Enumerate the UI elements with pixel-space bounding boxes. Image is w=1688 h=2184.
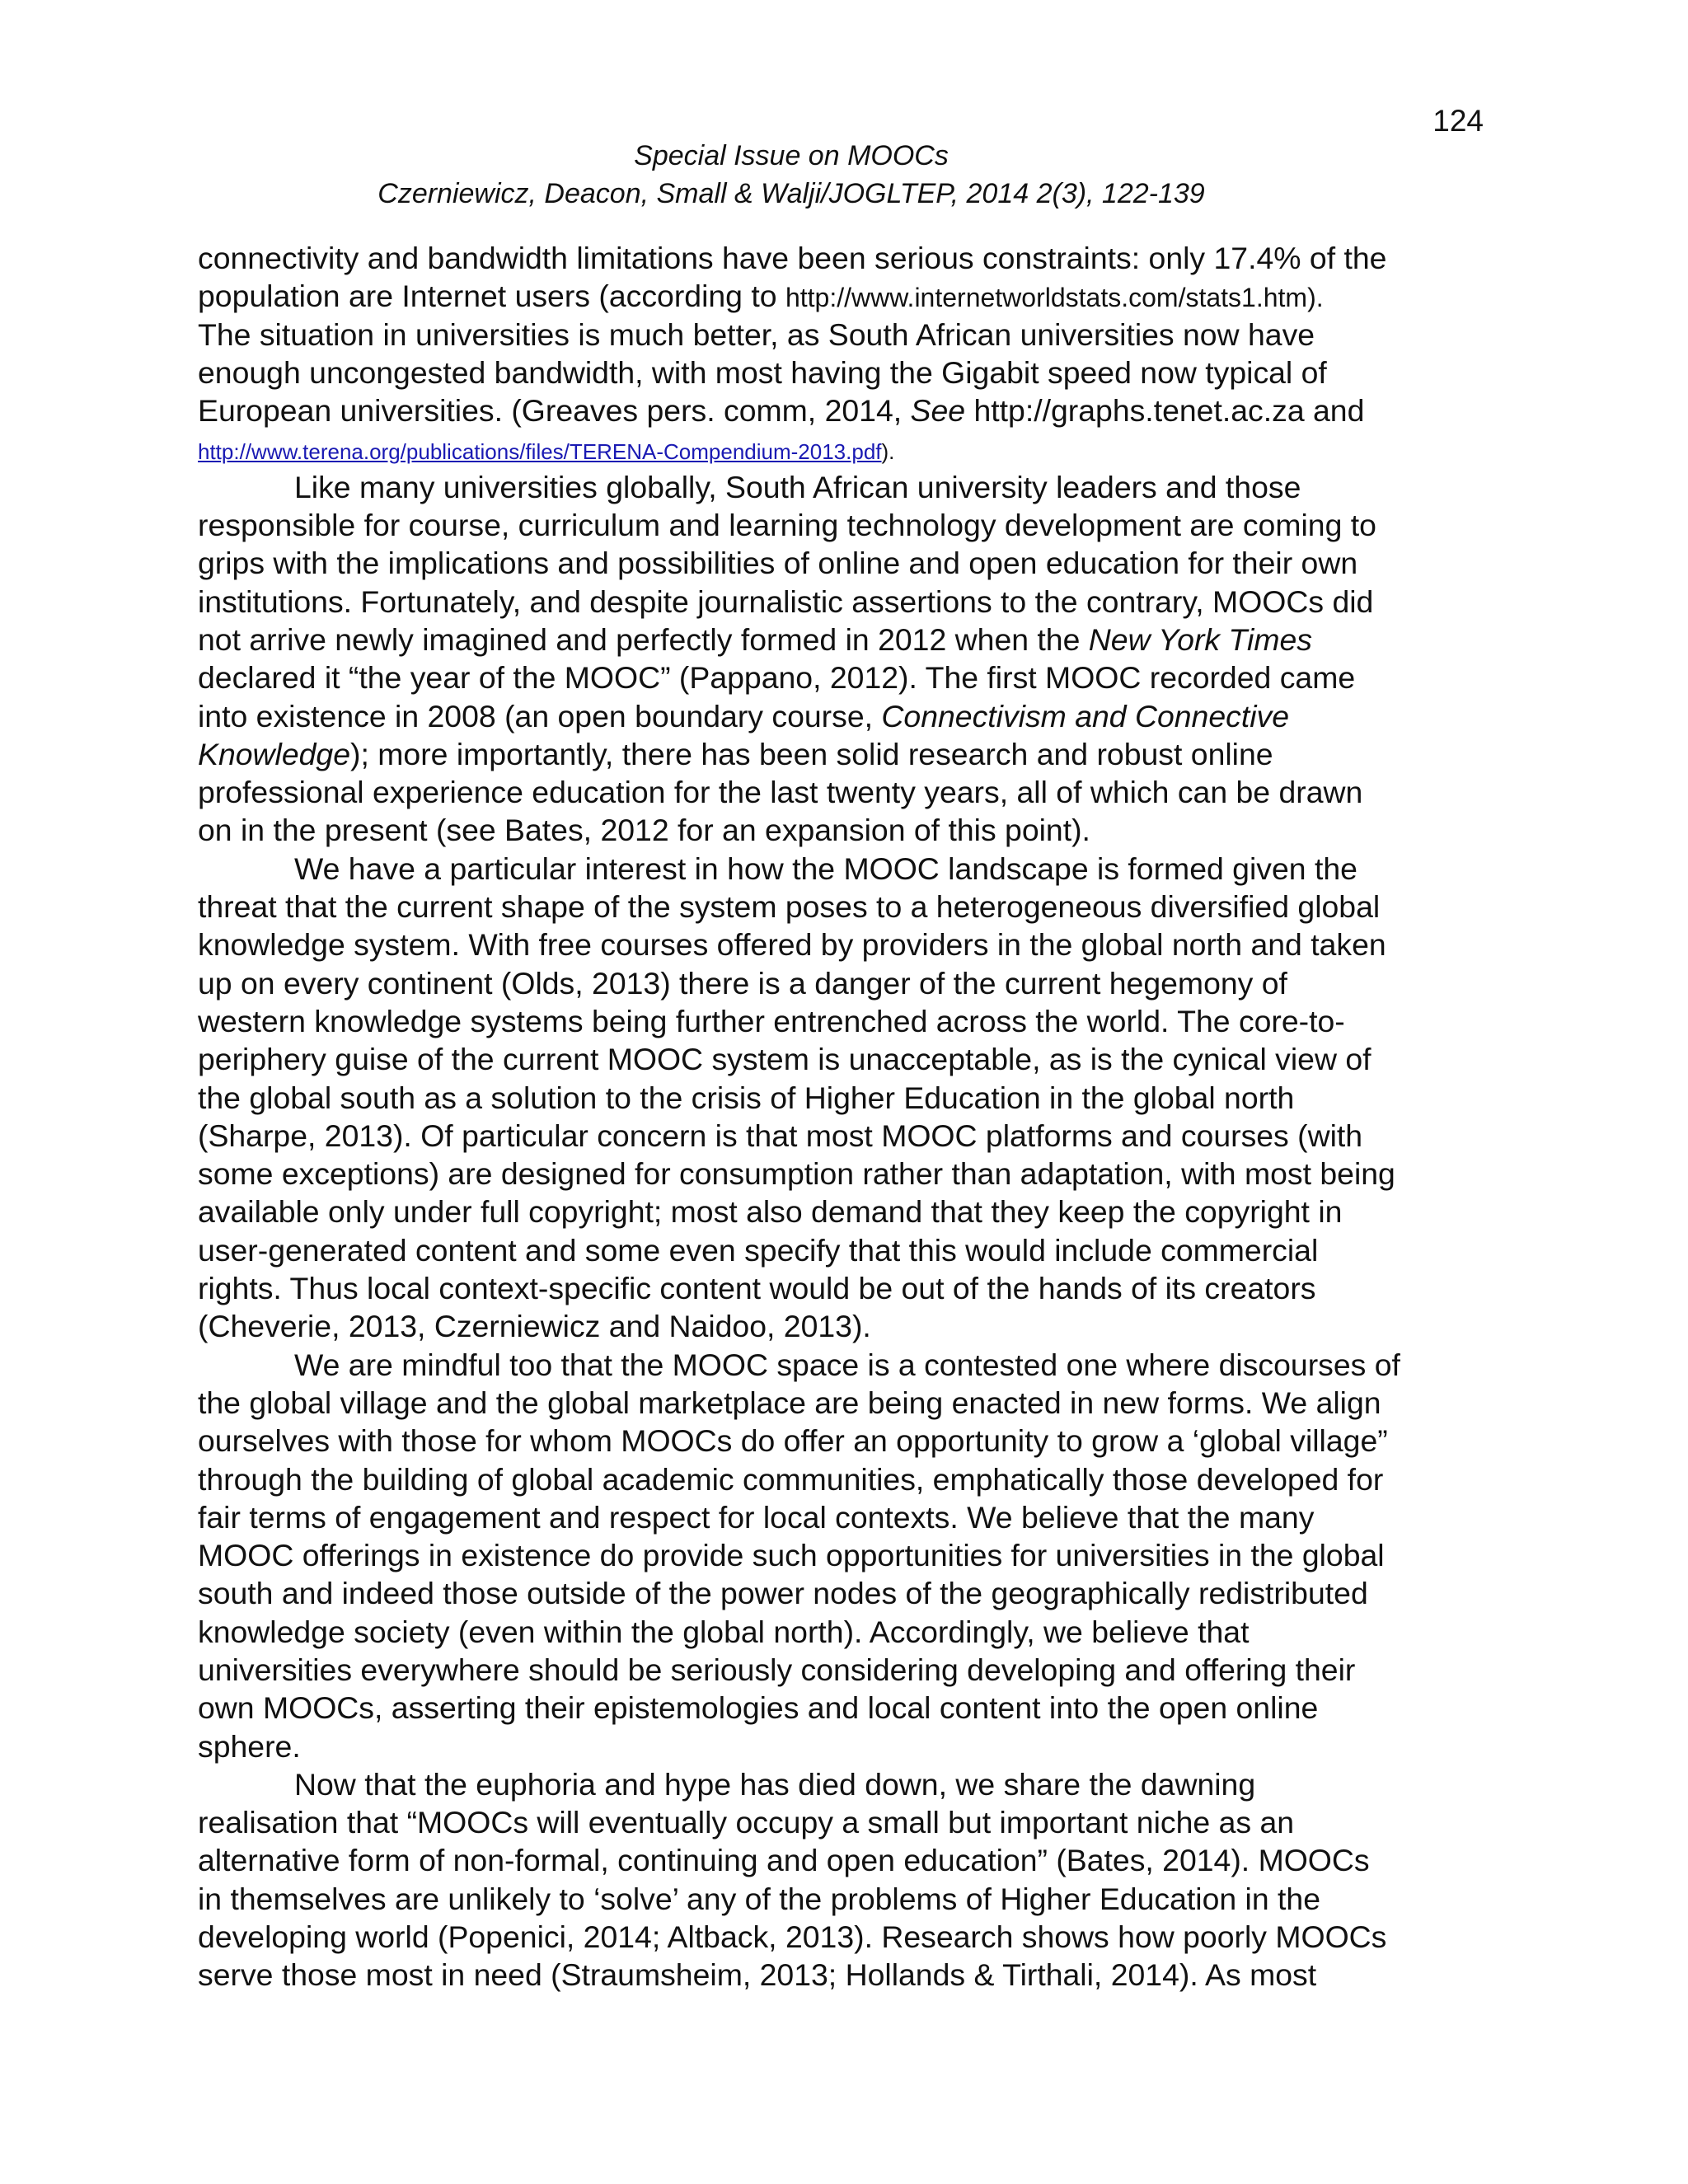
article-body — [198, 239, 1508, 1994]
text-line: own MOOCs, asserting their epistemologies and local content into the open online — [198, 1690, 1319, 1726]
page-number: 124 — [1432, 104, 1484, 138]
text-line: European universities. (Greaves pers. comm, 2014, See http://graphs.tenet.ac.za and — [198, 393, 1365, 429]
text-line: declared it “the year of the MOOC” (Pappano, 2012). The first MOOC recorded came — [198, 660, 1356, 696]
text-line: MOOC offerings in existence do provide such opportunities for universities in the global — [198, 1538, 1385, 1573]
text-line: Now that the euphoria and hype has died down, we share the dawning — [294, 1766, 1256, 1802]
text-line: http://www.terena.org/publications/files/TERENA-Compendium-2013.pdf). — [198, 439, 895, 465]
text-line: alternative form of non-formal, continuing and open education” (Bates, 2014). MOOCs — [198, 1843, 1370, 1878]
text-line: enough uncongested bandwidth, with most having the Gigabit speed now typical of — [198, 354, 1327, 390]
text-line: professional experience education for the last twenty years, all of which can be drawn — [198, 775, 1363, 810]
text-line: on in the present (see Bates, 2012 for an expansion of this point). — [198, 813, 1090, 848]
text-line: the global village and the global marketplace are being enacted in new forms. We align — [198, 1385, 1381, 1420]
text-line: available only under full copyright; most also demand that they keep the copyright in — [198, 1194, 1343, 1230]
text-line: We have a particular interest in how the MOOC landscape is formed given the — [294, 851, 1357, 886]
text-line: connectivity and bandwidth limitations have been serious constraints: only 17.4% of the — [198, 241, 1387, 275]
text-line: We are mindful too that the MOOC space is a contested one where discourses of — [294, 1347, 1400, 1382]
text-line: rights. Thus local context-specific content would be out of the hands of its creators — [198, 1271, 1316, 1306]
terena-compendium-link[interactable]: http://www.terena.org/publications/files/TERENA-Compendium-2013.pdf — [198, 439, 882, 465]
text-line: serve those most in need (Straumsheim, 2013; Hollands & Tirthali, 2014). As most — [198, 1957, 1317, 1993]
text-line: periphery guise of the current MOOC system is unacceptable, as is the cynical view of — [198, 1042, 1372, 1077]
text-line: south and indeed those outside of the power nodes of the geographically redistributed — [198, 1576, 1368, 1611]
running-head-issue: Special Issue on MOOCs — [634, 140, 949, 171]
text-line: into existence in 2008 (an open boundary course, Connectivism and Connective — [198, 698, 1290, 733]
text-line: (Cheverie, 2013, Czerniewicz and Naidoo, 2013). — [198, 1309, 871, 1344]
text-line: universities everywhere should be seriously considering developing and offering their — [198, 1652, 1356, 1687]
running-head — [198, 137, 1385, 213]
text-line: institutions. Fortunately, and despite journalistic assertions to the contrary, MOOCs did — [198, 583, 1374, 619]
text-line: realisation that “MOOCs will eventually occupy a small but important niche as an — [198, 1805, 1295, 1840]
text-line: knowledge system. With free courses offered by providers in the global north and taken — [198, 927, 1386, 963]
text-line: through the building of global academic communities, emphatically those developed for — [198, 1461, 1384, 1497]
text-line: fair terms of engagement and respect for local contexts. We believe that the many — [198, 1499, 1315, 1535]
text-line: threat that the current shape of the system poses to a heterogeneous diversified global — [198, 889, 1381, 925]
text-line: Knowledge); more importantly, there has been solid research and robust online — [198, 736, 1273, 771]
text-line: (Sharpe, 2013). Of particular concern is that most MOOC platforms and courses (with — [198, 1118, 1363, 1153]
text-line: population are Internet users (according to http://www.internetworldstats.com/stats1.htm). — [198, 279, 1324, 314]
stats-url[interactable]: http://www.internetworldstats.com/stats1.htm — [785, 283, 1308, 313]
text-line: not arrive newly imagined and perfectly formed in 2012 when the New York Times — [198, 621, 1312, 657]
text-line: knowledge society (even within the global north). Accordingly, we believe that — [198, 1614, 1250, 1649]
text-line: responsible for course, curriculum and learning technology development are coming to — [198, 508, 1376, 543]
text-line: up on every continent (Olds, 2013) there is a danger of the current hegemony of — [198, 965, 1287, 1001]
text-line: grips with the implications and possibilities of online and open education for their own — [198, 546, 1358, 581]
text-line: the global south as a solution to the crisis of Higher Education in the global north — [198, 1080, 1295, 1115]
text-line: western knowledge systems being further entrenched across the world. The core-to- — [198, 1003, 1345, 1038]
text-line: sphere. — [198, 1728, 301, 1764]
text-line: developing world (Popenici, 2014; Altback, 2013). Research shows how poorly MOOCs — [198, 1919, 1387, 1955]
running-head-citation: Czerniewicz, Deacon, Small & Walji/JOGLTEP, 2014 2(3), 122-139 — [377, 178, 1205, 209]
text-line: The situation in universities is much better, as South African universities now have — [198, 316, 1315, 352]
text-line: Like many universities globally, South African university leaders and those — [294, 469, 1301, 504]
text-line: ourselves with those for whom MOOCs do offer an opportunity to grow a ‘global village” — [198, 1423, 1388, 1459]
text-line: some exceptions) are designed for consumption rather than adaptation, with most being — [198, 1156, 1395, 1192]
text-line: in themselves are unlikely to ‘solve’ any of the problems of Higher Education in the — [198, 1881, 1321, 1916]
text-line: user-generated content and some even specify that this would include commercial — [198, 1232, 1319, 1268]
